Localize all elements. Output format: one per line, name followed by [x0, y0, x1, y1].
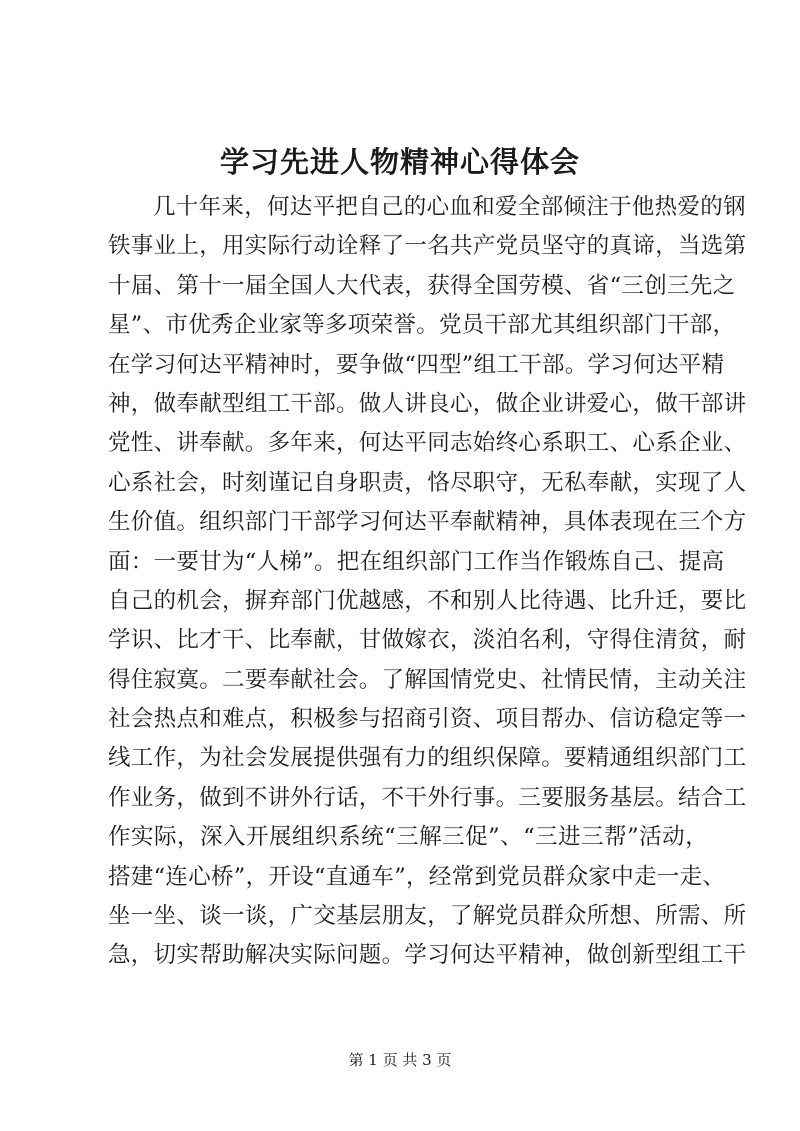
- body-line: 几十年来，何达平把自己的心血和爱全部倾注于他热爱的钢: [153, 194, 746, 220]
- document-body: [108, 188, 747, 976]
- body-line: 在学习何达平精神时，要争做“四型”组工干部。学习何达平精: [108, 351, 725, 378]
- body-line: 得住寂寞。二要奉献社会。了解国情党史、社情民情，主动关注: [108, 666, 747, 693]
- body-line: 星”、市优秀企业家等多项荣誉。党员干部尤其组织部门干部，: [108, 312, 736, 339]
- body-line: 十届、第十一届全国人大代表，获得全国劳模、省“三创三先之: [108, 272, 736, 299]
- body-line: 自己的机会，摒弃部门优越感，不和别人比待遇、比升迁，要比: [108, 587, 747, 614]
- body-line: 作实际，深入开展组织系统“三解三促”、“三进三帮”活动，: [108, 824, 708, 851]
- body-line: 面：一要甘为“人梯”。把在组织部门工作当作锻炼自己、提高: [108, 548, 725, 575]
- body-line: 搭建“连心桥”，开设“直通车”，经常到党员群众家中走一走、: [108, 863, 726, 890]
- document-title: 学习先进人物精神心得体会: [219, 145, 580, 179]
- body-line: 生价值。组织部门干部学习何达平奉献精神，具体表现在三个方: [108, 509, 747, 536]
- body-line: 坐一坐、谈一谈，广交基层朋友，了解党员群众所想、所需、所: [108, 903, 747, 930]
- body-line: 铁事业上，用实际行动诠释了一名共产党员坚守的真谛，当选第: [108, 233, 747, 260]
- body-line: 学识、比才干、比奉献，甘做嫁衣，淡泊名利，守得住清贫，耐: [108, 627, 747, 654]
- body-line: 急，切实帮助解决实际问题。学习何达平精神，做创新型组工干: [108, 942, 747, 969]
- body-line: 作业务，做到不讲外行话，不干外行事。三要服务基层。结合工: [108, 784, 747, 811]
- body-line: 心系社会，时刻谨记自身职责，恪尽职守，无私奉献，实现了人: [108, 469, 747, 496]
- body-line: 神，做奉献型组工干部。做人讲良心，做企业讲爱心，做干部讲: [108, 390, 747, 417]
- page-footer: 第 1 页 共 3 页: [348, 1051, 452, 1069]
- body-line: 线工作，为社会发展提供强有力的组织保障。要精通组织部门工: [108, 745, 747, 772]
- body-line: 党性、讲奉献。多年来，何达平同志始终心系职工、心系企业、: [108, 430, 747, 457]
- body-line: 社会热点和难点，积极参与招商引资、项目帮办、信访稳定等一: [108, 706, 747, 733]
